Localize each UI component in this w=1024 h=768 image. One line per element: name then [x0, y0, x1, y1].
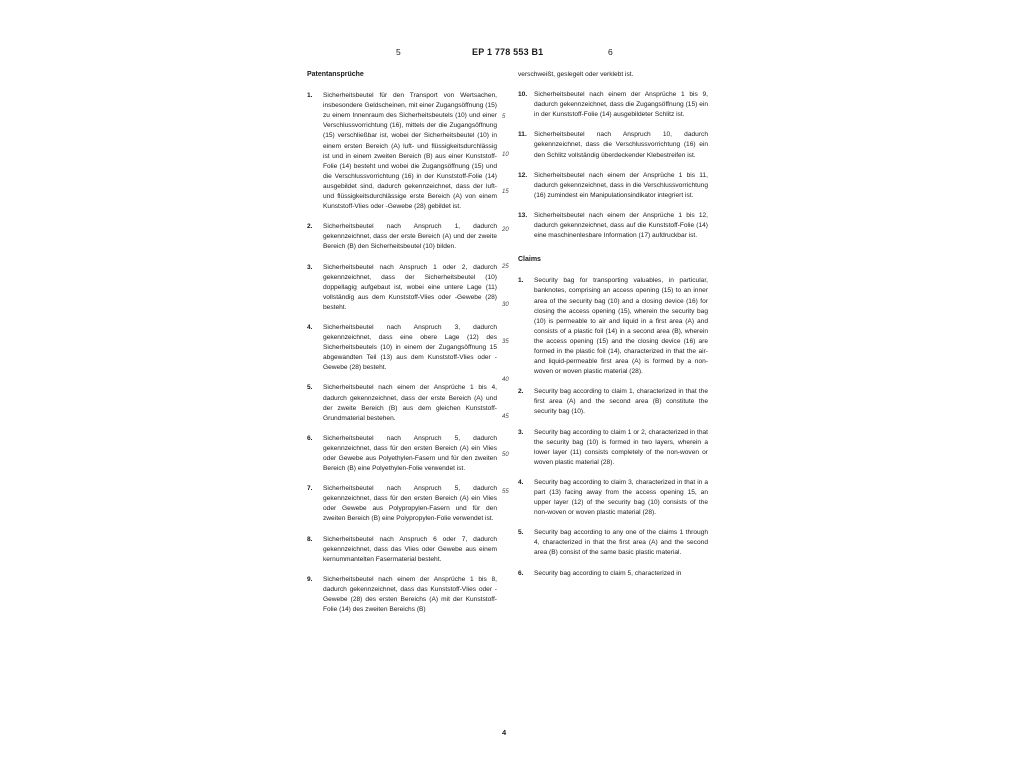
claim-item [307, 434, 497, 474]
claim-text: Security bag according to any one of the claims 1 through 4, characterized in that the first area (A) and the second area (B) consist of the same basic plastic material. [534, 529, 708, 557]
claim-continuation: verschweißt, geslegelt oder verklebt ist. [518, 71, 634, 78]
claim-text: Sicherheitsbeutel für den Transport von Wertsachen, insbesondere Geldscheinen, mit einer Zugangsöffnung (15) zu einem Innenraum des Sicherheitsbeutels (10) und einer Verschlussvorrichtung (16), mittels der die Zugangsöffnung (15) verschließbar ist, wobei der Sicherheitsbeutel (10) in einem ersten Bereich (A) luft- und flüssigkeitsdurchlässig ist und in einem zweiten Bereich (B) aus einer Kunststoff-Folie (14) besteht und wobei die Zugangsöffnung (15) und die Verschlussvorrichtung (16) in der Kunststoff-Folie (14) ausgebildet sind, dadurch gekennzeichnet, dass der luft- und flüssigkeitsdurchlässige erste Bereich (A) von einem Kunststoff-Vlies oder -Gewebe (28) gebildet ist. [323, 92, 497, 211]
left-column [307, 70, 497, 625]
claim-item [518, 276, 708, 377]
claim-number: 13. [518, 211, 528, 219]
claim-number: 2. [307, 223, 313, 231]
claim-text: Security bag according to claim 3, characterized in that in a part (13) facing away from the access opening 15, an upper layer (12) of the security bag (10) consists of the non-woven or woven plastic material (28). [534, 478, 708, 517]
claim-item [518, 90, 708, 120]
claim-text: Sicherheitsbeutel nach einem der Ansprüche 1 bis 8, dadurch gekennzeichnet, dass das Kunststoff-Vlies oder -Gewebe (28) des ersten Bereichs (A) mit der Kunststoff-Folie (14) des zweiten Bereichs (B) [323, 575, 497, 614]
claim-item [307, 484, 497, 524]
claim-text: Sicherheitsbeutel nach einem der Ansprüche 1 bis 11, dadurch gekennzeichnet, dass in die Verschlussvorrichtung (16) zumindest ein Manipulationsindikator integriert ist. [534, 171, 708, 199]
claim-item [307, 535, 497, 565]
claim-number: 3. [518, 428, 524, 436]
line-number: 35 [502, 339, 509, 345]
claim-number: 3. [307, 263, 313, 271]
claim-item [518, 171, 708, 201]
claim-number: 12. [518, 171, 528, 179]
claim-number: 9. [307, 575, 313, 583]
claim-number: 1. [518, 277, 524, 285]
line-number: 5 [502, 114, 506, 120]
claim-number: 10. [518, 91, 528, 99]
claims-list-german [307, 91, 497, 615]
line-number: 10 [502, 151, 509, 158]
document-number: EP 1 778 553 B1 [472, 47, 544, 57]
claim-item [307, 383, 497, 423]
claim-number: 6. [518, 569, 524, 577]
line-number: 20 [502, 226, 509, 233]
claim-item [307, 575, 497, 615]
claim-text: Sicherheitsbeutel nach Anspruch 6 oder 7, dadurch gekennzeichnet, dass das Vlies oder Gewebe aus einem kernummantelten Fasermaterial besteht. [323, 535, 497, 563]
line-number: 50 [502, 451, 509, 458]
claim-item [307, 222, 497, 252]
line-number: 40 [502, 376, 509, 383]
claim-item [518, 478, 708, 518]
claim-text: Sicherheitsbeutel nach einem der Ansprüche 1 bis 12, dadurch gekennzeichnet, dass auf die Kunststoff-Folie (14) eine maschinenlesbare Information (17) aufdruckbar ist. [534, 211, 708, 240]
claim-item [307, 323, 497, 373]
claim-text: Sicherheitsbeutel nach einem der Ansprüche 1 bis 9, dadurch gekennzeichnet, dass die Zugangsöffnung (15) ein in der Kunststoff-Folie (14) ausgebildeter Schlitz ist. [534, 91, 708, 119]
claim-text: Sicherheitsbeutel nach Anspruch 1 oder 2, dadurch gekennzeichnet, dass der Sicherheitsbeutel (10) doppellagig aufgebaut ist, wobei eine untere Lage (11) vollständig aus dem Kunststoff-Vlies oder -Gewebe (28) besteht. [323, 263, 497, 311]
claim-text: Security bag according to claim 1, characterized in that the first area (A) and the second area (B) constitute the security bag (10). [534, 388, 708, 416]
claim-text: Sicherheitsbeutel nach Anspruch 1, dadurch gekennzeichnet, dass der erste Bereich (A) und der zweite Bereich (B) den Sicherheitsbeutel (10) bilden. [323, 223, 497, 251]
claim-number: 8. [307, 535, 313, 543]
claim-text: Security bag according to claim 5, characterized in [534, 569, 682, 577]
claim-item [518, 211, 708, 241]
claim-item [518, 130, 708, 160]
claim-item [518, 569, 708, 579]
line-number: 25 [502, 264, 509, 270]
claim-item [307, 263, 497, 313]
claim-text: Security bag for transporting valuables, in particular, banknotes, comprising an access opening (15) to an inner area of the security bag (10) and a closing device (16) for closing the access opening (15), wherein the security bag (10) is permeable to air and liquid in a first area (A) and consists of a plastic foil (14) in a second area (B), wherein the access opening (15) and the closing device (16) are formed in the plastic foil (14), characterized in that the air- and liquid-permeable first area (A) is formed by a non-woven or woven plastic material (28). [534, 277, 708, 376]
claim-text: Sicherheitsbeutel nach Anspruch 5, dadurch gekennzeichnet, dass für den ersten Bereich (A) ein Vlies oder Gewebe aus Polyethylen-Fasern und für den zweiten Bereich (B) eine Polyethylen-Folie verwendet ist. [323, 434, 497, 473]
page-number: 4 [502, 728, 507, 737]
claim-number: 5. [307, 384, 313, 392]
section-title-claims: Claims [518, 256, 541, 264]
right-column-number: 6 [608, 47, 613, 57]
line-number: 55 [502, 489, 509, 495]
section-title-patentansprueche: Patentansprüche [307, 71, 364, 78]
claim-number: 2. [518, 388, 524, 396]
line-number: 30 [502, 301, 509, 308]
claim-number: 4. [518, 478, 524, 486]
line-number: 15 [502, 189, 509, 195]
claim-text: Sicherheitsbeutel nach einem der Ansprüche 1 bis 4, dadurch gekennzeichnet, dass der erste Bereich (A) und der zweite Bereich (B) aus dem gleichen Kunststoff-Grundmaterial bestehen. [323, 384, 497, 422]
claim-number: 1. [307, 92, 313, 100]
claim-number: 11. [518, 131, 527, 139]
claim-item [518, 528, 708, 558]
claims-list-english [518, 276, 708, 578]
claim-text: Sicherheitsbeutel nach Anspruch 3, dadurch gekennzeichnet, dass eine obere Lage (12) des Sicherheitsbeutels (10) in einem der Zugangsöffnung 15 abgewandten Teil (13) aus dem Kunststoff-Vlies oder -Gewebe (28) besteht. [323, 323, 497, 372]
claim-number: 6. [307, 434, 313, 442]
claims-list-german-continued [518, 90, 708, 241]
claim-text: Sicherheitsbeutel nach Anspruch 10, dadurch gekennzeichnet, dass die Verschlussvorrichtung (16) ein den Schlitz vollständig überdeckender Klebestreifen ist. [534, 131, 708, 159]
left-column-number: 5 [396, 47, 401, 57]
right-column [518, 70, 708, 589]
claim-text: Sicherheitsbeutel nach Anspruch 5, dadurch gekennzeichnet, dass für den ersten Bereich (A) ein Vlies oder Gewebe aus Polypropylen-Fasern und für den zweiten Bereich (B) eine Polypropylen-Folie verwendet ist. [323, 485, 497, 523]
claim-text: Security bag according to claim 1 or 2, characterized in that the security bag (10) is formed in two layers, wherein a lower layer (11) consists completely of the non-woven or woven plastic material (28). [534, 428, 708, 466]
claim-number: 4. [307, 323, 313, 331]
claim-item [518, 428, 708, 468]
claim-item [518, 387, 708, 417]
claim-number: 5. [518, 529, 524, 537]
claim-number: 7. [307, 485, 313, 493]
claim-item [307, 91, 497, 212]
line-number: 45 [502, 414, 509, 420]
